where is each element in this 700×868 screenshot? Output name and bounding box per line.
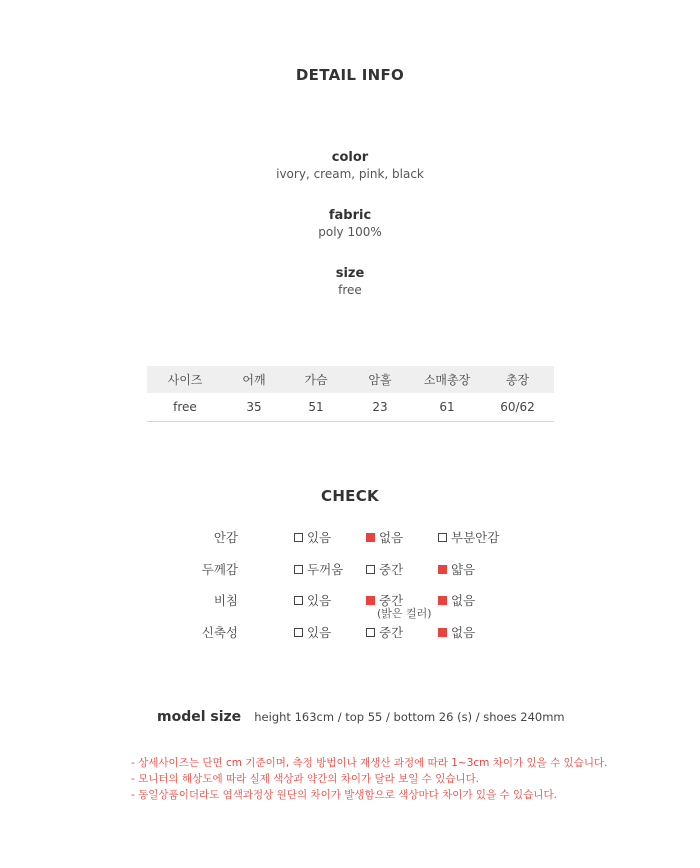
check-label: 두께감 — [201, 562, 238, 577]
check-label: 비침 — [213, 593, 238, 608]
checkbox-checked-icon — [366, 533, 375, 542]
checkbox-icon — [294, 628, 303, 637]
detail-info-title: DETAIL INFO — [295, 66, 405, 84]
check-option — [438, 561, 475, 579]
color-value: ivory, cream, pink, black — [276, 167, 424, 181]
info-fabric — [0, 207, 700, 241]
checkbox-icon — [294, 565, 303, 574]
check-option — [438, 592, 475, 610]
size-table-cell: 51 — [308, 400, 324, 414]
check-option-label: 있음 — [307, 625, 332, 640]
check-option-label: 있음 — [307, 530, 332, 545]
color-label: color — [331, 150, 369, 165]
check-row-lining — [0, 529, 700, 549]
check-option-label: 중간 — [379, 625, 404, 640]
size-label: size — [335, 266, 365, 281]
check-option — [438, 529, 499, 547]
check-row-sheerness — [0, 592, 700, 620]
size-table-cell: 60/62 — [500, 400, 535, 414]
checkbox-icon — [294, 596, 303, 605]
fabric-label: fabric — [328, 208, 372, 223]
check-option — [366, 529, 403, 547]
check-option — [366, 624, 403, 642]
check-option — [294, 592, 331, 610]
size-value: free — [338, 283, 362, 297]
check-label: 신축성 — [201, 625, 238, 640]
size-table-header-cell: 가슴 — [304, 373, 328, 387]
check-option — [438, 624, 475, 642]
check-row-thickness — [0, 561, 700, 581]
size-table-header-cell: 총장 — [505, 373, 530, 387]
check-option — [294, 529, 331, 547]
size-table-header-cell: 소매총장 — [423, 373, 471, 387]
check-title: CHECK — [321, 487, 379, 505]
checkbox-checked-icon — [366, 596, 375, 605]
checkbox-icon — [438, 533, 447, 542]
checkbox-icon — [294, 533, 303, 542]
note-item: - 상세사이즈는 단면 cm 기준이며, 측정 방법이나 재생산 과정에 따라 1~3cm 차이가 있을 수 있습니다. — [131, 757, 608, 769]
notes — [131, 755, 608, 803]
check-option-label: 중간 — [379, 562, 404, 577]
check-option — [294, 561, 343, 579]
checkbox-checked-icon — [438, 628, 447, 637]
fabric-value: poly 100% — [318, 225, 382, 239]
size-table-cell: 35 — [246, 400, 262, 414]
check-option-label: 중간 — [379, 593, 404, 608]
size-table-header — [147, 366, 554, 393]
check-option-label: 없음 — [451, 593, 476, 608]
check-option-label: 부분안감 — [451, 530, 500, 545]
check-option-label: 없음 — [379, 530, 404, 545]
model-size-value: height 163cm / top 55 / bottom 26 (s) / shoes 240mm — [254, 710, 565, 724]
checkbox-icon — [366, 565, 375, 574]
check-option-label: 없음 — [451, 625, 476, 640]
size-table-header-cell: 어깨 — [242, 373, 266, 387]
size-table-cell: 23 — [372, 400, 388, 414]
size-table — [147, 366, 554, 422]
size-table-cell: 61 — [439, 400, 455, 414]
note-item: - 동일상품이더라도 염색과정상 원단의 차이가 발생함으로 색상마다 차이가 있을 수 있습니다. — [131, 789, 557, 801]
size-table-header-cell: 사이즈 — [167, 373, 203, 387]
info-size — [0, 265, 700, 299]
size-table-header-cell: 암홀 — [368, 373, 392, 387]
check-option — [294, 624, 331, 642]
check-option-label: 있음 — [307, 593, 332, 608]
check-option-note: (밝은 컬러) — [377, 607, 432, 620]
check-option-label: 두꺼움 — [307, 562, 344, 577]
check-option — [366, 561, 403, 579]
info-color — [0, 149, 700, 183]
model-size — [157, 706, 565, 725]
checkbox-checked-icon — [438, 596, 447, 605]
check-option-label: 얇음 — [451, 562, 476, 577]
model-size-label: model size — [157, 709, 242, 725]
check-row-stretch — [0, 624, 700, 644]
checkbox-checked-icon — [438, 565, 447, 574]
size-table-cell: free — [173, 400, 197, 414]
note-item: - 모니터의 해상도에 따라 실제 색상과 약간의 차이가 달라 보일 수 있습니다. — [131, 773, 480, 785]
size-table-row — [147, 393, 554, 422]
check-label: 안감 — [213, 530, 238, 545]
checkbox-icon — [366, 628, 375, 637]
